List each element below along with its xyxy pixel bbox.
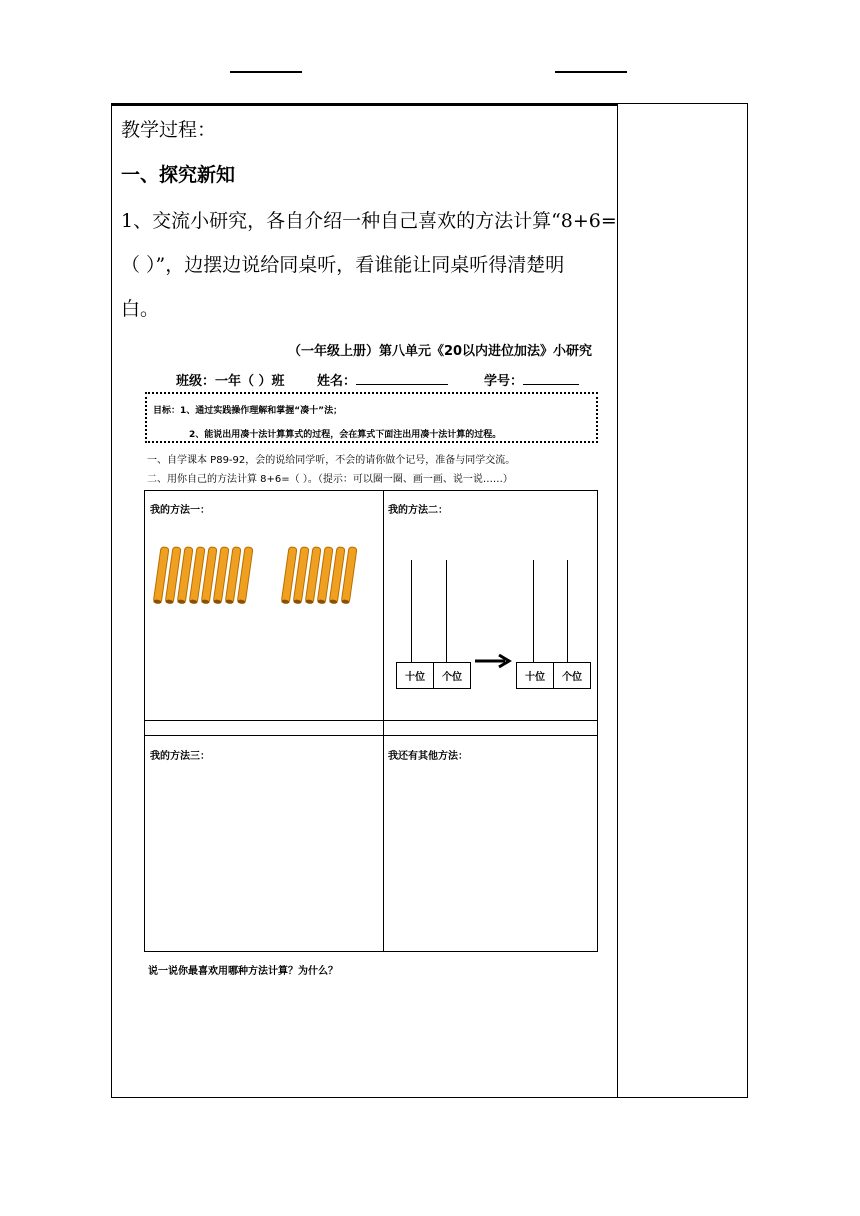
class-label: 班级：一年（ ）班 (176, 374, 285, 389)
method-other-label: 我还有其他方法： (388, 751, 468, 762)
place-value-box-after (516, 662, 591, 689)
table-column-divider (617, 104, 618, 1097)
name-label: 姓名： (317, 374, 357, 389)
grid-horizontal-divider-1 (145, 720, 597, 721)
abacus-rod-1 (411, 560, 412, 662)
worksheet-title (0, 340, 860, 359)
id-label: 学号： (484, 374, 524, 389)
tens-cell-after: 十位 (525, 672, 545, 683)
goal-box (145, 392, 598, 443)
arrow-right-icon (473, 653, 515, 669)
reflection-question: 说一说你最喜欢用哪种方法计算？为什么？ (148, 966, 338, 977)
name-field (317, 370, 448, 389)
ones-cell-after: 个位 (553, 663, 590, 688)
table-top-border (112, 104, 617, 106)
abacus-rod-4 (567, 560, 568, 662)
class-field (176, 370, 285, 389)
goal-2: 2、能说出用凑十法计算算式的过程，会在算式下面注出用凑十法计算的过程。 (189, 430, 502, 440)
name-blank (356, 372, 448, 385)
instruction-1: 一、自学课本 P89-92，会的说给同学听，不会的请你做个记号，准备与同学交流。 (147, 455, 516, 466)
abacus-rod-3 (533, 560, 534, 662)
item1-line3: 白。 (121, 298, 160, 320)
sticks-group-8 (153, 547, 253, 605)
item1-line1: 1、交流小研究，各自介绍一种自己喜欢的方法计算“8+6= (121, 210, 617, 232)
method-2-label: 我的方法二： (388, 505, 448, 516)
tens-cell: 十位 (405, 672, 425, 683)
section-heading: 教学过程： (121, 119, 217, 141)
method-1-label: 我的方法一： (150, 505, 210, 516)
grid-vertical-divider (383, 491, 384, 951)
place-value-box-before (396, 662, 471, 689)
header-rule-right (555, 71, 627, 73)
id-blank (523, 372, 579, 385)
instruction-2: 二、用你自己的方法计算 8+6=（ ）。（提示：可以圈一圈、画一画、说一说……） (147, 474, 513, 485)
item1-line2: （ ）”，边摆边说给同桌听，看谁能让同桌听得清楚明 (121, 254, 565, 276)
id-field (484, 370, 579, 389)
abacus-rod-2 (446, 560, 447, 662)
header-rule-left (230, 71, 302, 73)
method-3-label: 我的方法三： (150, 751, 210, 762)
goal-1: 目标：1、通过实践操作理解和掌握“凑十”法； (153, 406, 343, 416)
part-title: 一、探究新知 (121, 164, 236, 186)
ones-cell: 个位 (433, 663, 470, 688)
sticks-group-6 (281, 547, 357, 605)
worksheet-title-text: （一年级上册）第八单元《20以内进位加法》小研究 (287, 344, 593, 359)
grid-horizontal-divider-2 (145, 735, 597, 736)
counting-sticks (145, 531, 381, 621)
methods-grid (144, 490, 598, 952)
